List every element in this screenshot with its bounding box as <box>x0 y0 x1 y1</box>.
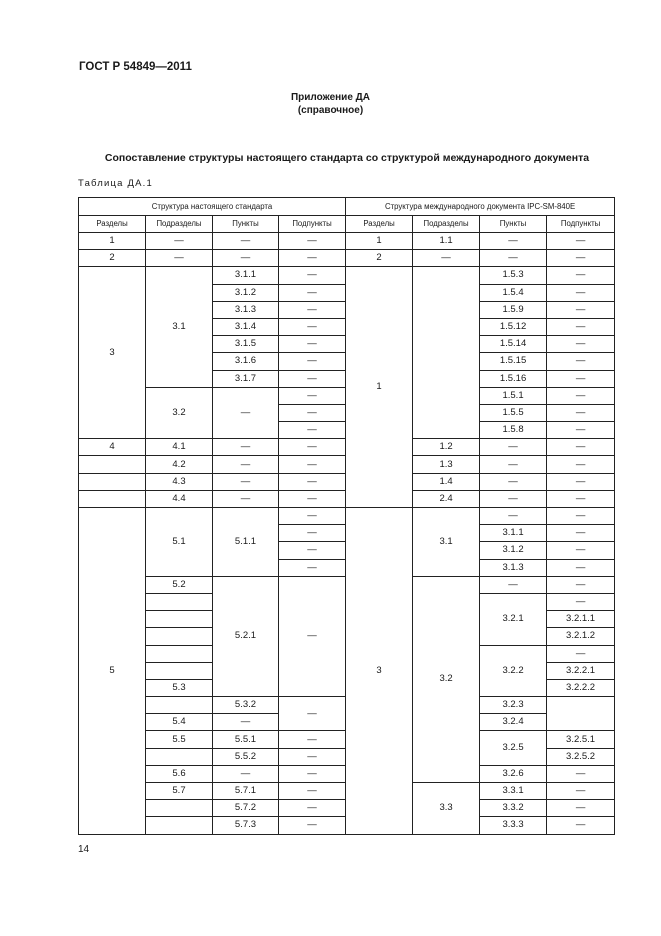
clause-cell: — <box>213 439 279 456</box>
intl-clause-cell: 1.5.9 <box>480 301 547 318</box>
section-cell: 3 <box>79 267 146 439</box>
intl-clause-cell: 1.5.15 <box>480 353 547 370</box>
clause-cell: — <box>213 233 279 250</box>
page-number: 14 <box>78 844 90 855</box>
subsection-cell <box>146 611 213 628</box>
subsection-cell: 4.2 <box>146 456 213 473</box>
clause-cell: — <box>213 714 279 731</box>
subsection-cell <box>146 593 213 610</box>
table-row <box>79 267 615 284</box>
intl-subsection-cell: 1.4 <box>413 473 480 490</box>
intl-clause-cell: 1.5.5 <box>480 404 547 421</box>
clause-cell: 3.1.7 <box>213 370 279 387</box>
clause-cell: 3.1.5 <box>213 336 279 353</box>
intl-subclause-cell: — <box>547 387 615 404</box>
section-cell: 5 <box>79 508 146 835</box>
intl-subclause-cell: — <box>547 267 615 284</box>
subclause-cell: — <box>279 748 346 765</box>
subsection-cell: 5.5 <box>146 731 213 748</box>
intl-subsection-cell: 1.2 <box>413 439 480 456</box>
subsection-cell: — <box>146 233 213 250</box>
intl-subclause-cell: 3.2.2.1 <box>547 662 615 679</box>
subclause-cell: — <box>279 525 346 542</box>
intl-clause-cell: 3.2.3 <box>480 697 547 714</box>
intl-subclause-cell: 3.2.2.2 <box>547 679 615 696</box>
intl-subsection-cell <box>413 267 480 439</box>
subclause-cell: — <box>279 697 346 731</box>
subsection-cell: 5.3 <box>146 679 213 696</box>
intl-subsection-cell: 1.3 <box>413 456 480 473</box>
subsection-cell: 5.6 <box>146 765 213 782</box>
clause-cell: — <box>213 387 279 439</box>
subclause-cell: — <box>279 284 346 301</box>
clause-cell: 5.7.2 <box>213 800 279 817</box>
clause-cell: 5.7.1 <box>213 783 279 800</box>
intl-subclause-cell: — <box>547 284 615 301</box>
section-cell: 4 <box>79 439 146 456</box>
subclause-cell: — <box>279 233 346 250</box>
clause-cell: — <box>213 490 279 507</box>
subsection-cell <box>146 697 213 714</box>
subclause-cell: — <box>279 765 346 782</box>
subsection-cell <box>146 800 213 817</box>
intl-section-cell: 3 <box>346 508 413 835</box>
subsection-cell: 5.7 <box>146 783 213 800</box>
intl-clause-cell: — <box>480 473 547 490</box>
intl-subclause-cell: — <box>547 490 615 507</box>
intl-subclause-cell: — <box>547 336 615 353</box>
intl-subclause-cell: — <box>547 593 615 610</box>
intl-subclause-cell: — <box>547 508 615 525</box>
clause-cell: — <box>213 250 279 267</box>
intl-subsection-cell: 3.2 <box>413 576 480 782</box>
column-header: Подразделы <box>146 216 213 233</box>
clause-cell: 5.5.1 <box>213 731 279 748</box>
subclause-cell: — <box>279 731 346 748</box>
intl-clause-cell: — <box>480 490 547 507</box>
intl-clause-cell: 1.5.16 <box>480 370 547 387</box>
column-header: Разделы <box>346 216 413 233</box>
subsection-cell: 4.4 <box>146 490 213 507</box>
subsection-cell: 4.1 <box>146 439 213 456</box>
intl-subclause-cell: — <box>547 542 615 559</box>
subclause-cell: — <box>279 508 346 525</box>
intl-clause-cell: 3.3.2 <box>480 800 547 817</box>
clause-cell: 3.1.1 <box>213 267 279 284</box>
intl-subclause-cell: — <box>547 233 615 250</box>
intl-subsection-cell: — <box>413 250 480 267</box>
column-header: Подпункты <box>547 216 615 233</box>
intl-clause-cell: 3.2.6 <box>480 765 547 782</box>
column-header: Подпункты <box>279 216 346 233</box>
subclause-cell: — <box>279 817 346 834</box>
subclause-cell: — <box>279 336 346 353</box>
subclause-cell: — <box>279 387 346 404</box>
section-cell: 2 <box>79 250 146 267</box>
column-header-row <box>79 216 615 233</box>
intl-clause-cell: — <box>480 508 547 525</box>
intl-subclause-cell: — <box>547 645 615 662</box>
intl-subclause-cell: — <box>547 783 615 800</box>
intl-clause-cell: — <box>480 233 547 250</box>
intl-section-cell: 2 <box>346 250 413 267</box>
intl-clause-cell: 3.1.3 <box>480 559 547 576</box>
subclause-cell: — <box>279 576 346 696</box>
subclause-cell: — <box>279 559 346 576</box>
table-row <box>79 250 615 267</box>
intl-subsection-cell: 3.3 <box>413 783 480 835</box>
table-caption: Таблица ДА.1 <box>78 178 153 189</box>
subclause-cell: — <box>279 301 346 318</box>
subclause-cell: — <box>279 267 346 284</box>
subclause-cell: — <box>279 542 346 559</box>
clause-cell: 3.1.4 <box>213 318 279 335</box>
subclause-cell: — <box>279 473 346 490</box>
intl-clause-cell: 1.5.12 <box>480 318 547 335</box>
column-header: Пункты <box>213 216 279 233</box>
intl-subclause-cell: 3.2.5.1 <box>547 731 615 748</box>
subclause-cell: — <box>279 439 346 456</box>
subsection-cell <box>146 645 213 662</box>
table-row <box>79 233 615 250</box>
subsection-cell: 5.4 <box>146 714 213 731</box>
subclause-cell: — <box>279 456 346 473</box>
structure-comparison-table <box>78 197 615 835</box>
intl-subclause-cell: — <box>547 800 615 817</box>
clause-cell: 5.7.3 <box>213 817 279 834</box>
intl-subclause-cell: — <box>547 404 615 421</box>
intl-clause-cell: — <box>480 456 547 473</box>
intl-clause-cell: 3.1.2 <box>480 542 547 559</box>
subclause-cell: — <box>279 353 346 370</box>
intl-section-cell: 1 <box>346 267 413 508</box>
section-cell <box>79 490 146 507</box>
intl-clause-cell: 1.5.4 <box>480 284 547 301</box>
clause-cell: 5.2.1 <box>213 576 279 696</box>
intl-clause-cell: — <box>480 250 547 267</box>
subclause-cell: — <box>279 404 346 421</box>
document-code: ГОСТ Р 54849—2011 <box>79 61 192 73</box>
intl-clause-cell: 3.3.1 <box>480 783 547 800</box>
intl-clause-cell: 1.5.14 <box>480 336 547 353</box>
intl-subclause-cell: — <box>547 559 615 576</box>
column-header: Подразделы <box>413 216 480 233</box>
intl-clause-cell: — <box>480 439 547 456</box>
column-header: Разделы <box>79 216 146 233</box>
group-header-international: Структура международного документа IPC-SM-840E <box>346 198 615 216</box>
clause-cell: 3.1.2 <box>213 284 279 301</box>
intl-subclause-cell: — <box>547 473 615 490</box>
intl-subsection-cell: 1.1 <box>413 233 480 250</box>
subsection-cell <box>146 817 213 834</box>
intl-subclause-cell: — <box>547 765 615 782</box>
group-header-national: Структура настоящего стандарта <box>79 198 346 216</box>
clause-cell: 3.1.3 <box>213 301 279 318</box>
document-title: Сопоставление структуры настоящего стандарта со структурой международного документа <box>104 152 590 164</box>
intl-clause-cell: 1.5.1 <box>480 387 547 404</box>
intl-subsection-cell: 2.4 <box>413 490 480 507</box>
subsection-cell: 3.1 <box>146 267 213 387</box>
subclause-cell: — <box>279 422 346 439</box>
subclause-cell: — <box>279 250 346 267</box>
intl-subclause-cell: 3.2.5.2 <box>547 748 615 765</box>
subsection-cell <box>146 662 213 679</box>
intl-clause-cell: 3.2.4 <box>480 714 547 731</box>
group-header-row <box>79 198 615 216</box>
intl-subclause-cell: — <box>547 301 615 318</box>
clause-cell: 3.1.6 <box>213 353 279 370</box>
intl-clause-cell: 3.2.5 <box>480 731 547 765</box>
intl-clause-cell: 3.2.2 <box>480 645 547 697</box>
clause-cell: 5.3.2 <box>213 697 279 714</box>
section-cell <box>79 456 146 473</box>
intl-clause-cell: 3.2.1 <box>480 593 547 645</box>
clause-cell: 5.5.2 <box>213 748 279 765</box>
intl-section-cell: 1 <box>346 233 413 250</box>
subclause-cell: — <box>279 783 346 800</box>
intl-subclause-cell: — <box>547 456 615 473</box>
intl-subclause-cell: 3.2.1.1 <box>547 611 615 628</box>
appendix-subtitle: (справочное) <box>297 105 364 116</box>
subsection-cell: 4.3 <box>146 473 213 490</box>
intl-clause-cell: 3.3.3 <box>480 817 547 834</box>
subclause-cell: — <box>279 318 346 335</box>
intl-subclause-cell <box>547 697 615 731</box>
intl-subclause-cell: — <box>547 370 615 387</box>
subclause-cell: — <box>279 370 346 387</box>
subclause-cell: — <box>279 800 346 817</box>
clause-cell: — <box>213 765 279 782</box>
intl-subclause-cell: 3.2.1.2 <box>547 628 615 645</box>
appendix-title: Приложение ДА <box>290 92 371 103</box>
subclause-cell: — <box>279 490 346 507</box>
intl-subclause-cell: — <box>547 439 615 456</box>
subsection-cell: — <box>146 250 213 267</box>
intl-subclause-cell: — <box>547 525 615 542</box>
column-header: Пункты <box>480 216 547 233</box>
intl-subclause-cell: — <box>547 422 615 439</box>
clause-cell: — <box>213 456 279 473</box>
clause-cell: 5.1.1 <box>213 508 279 577</box>
intl-clause-cell: 1.5.3 <box>480 267 547 284</box>
intl-subclause-cell: — <box>547 250 615 267</box>
intl-clause-cell: — <box>480 576 547 593</box>
intl-subsection-cell: 3.1 <box>413 508 480 577</box>
intl-subclause-cell: — <box>547 576 615 593</box>
intl-clause-cell: 1.5.8 <box>480 422 547 439</box>
intl-clause-cell: 3.1.1 <box>480 525 547 542</box>
intl-subclause-cell: — <box>547 318 615 335</box>
intl-subclause-cell: — <box>547 817 615 834</box>
subsection-cell: 3.2 <box>146 387 213 439</box>
subsection-cell <box>146 628 213 645</box>
section-cell: 1 <box>79 233 146 250</box>
intl-subclause-cell: — <box>547 353 615 370</box>
table-row <box>79 508 615 525</box>
section-cell <box>79 473 146 490</box>
subsection-cell <box>146 748 213 765</box>
clause-cell: — <box>213 473 279 490</box>
subsection-cell: 5.1 <box>146 508 213 577</box>
subsection-cell: 5.2 <box>146 576 213 593</box>
